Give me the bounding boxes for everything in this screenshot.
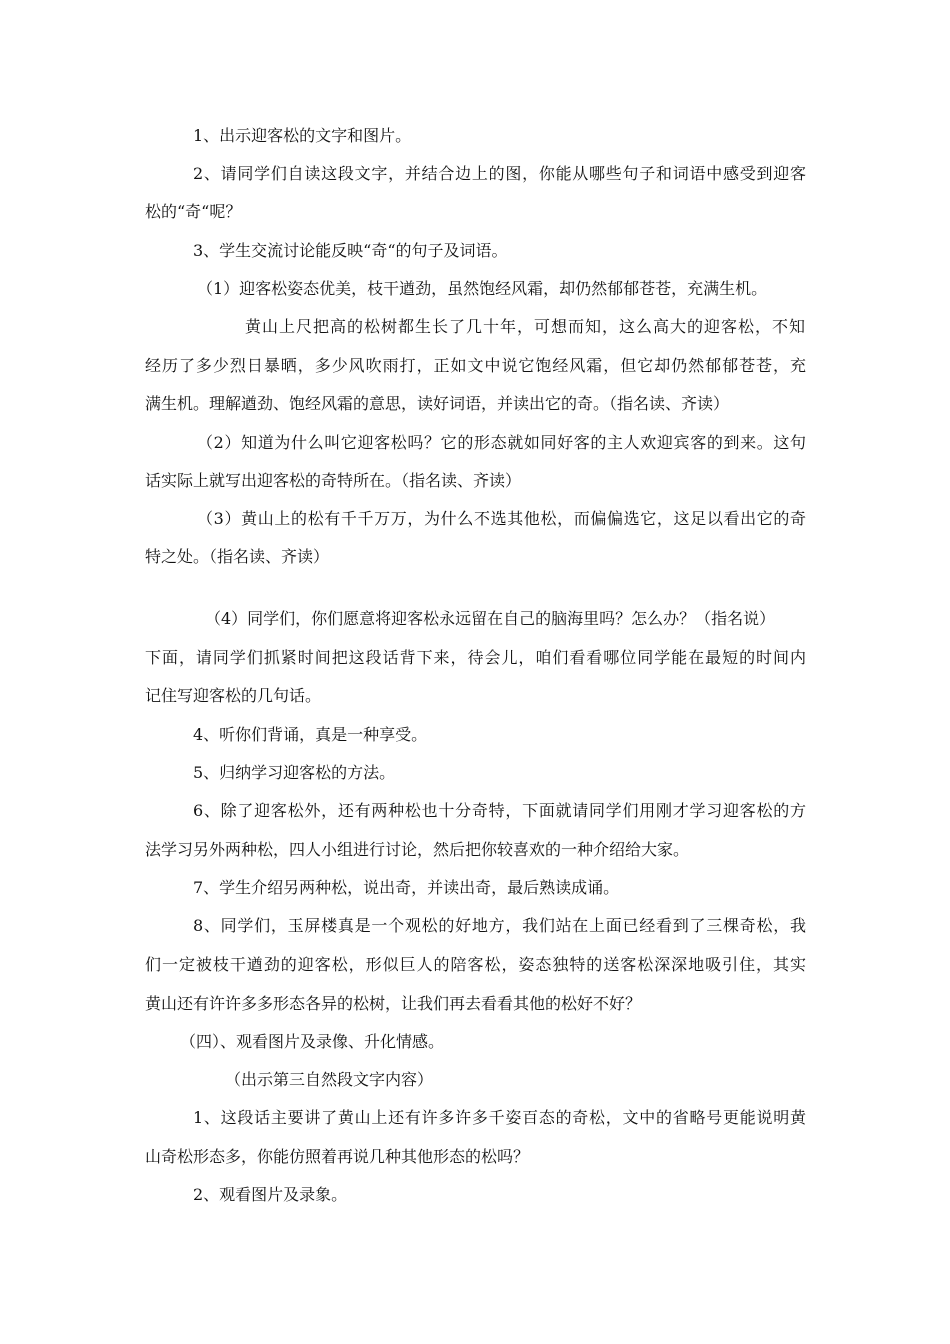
- text-line-13: （4）同学们，你们愿意将迎客松永远留在自己的脑海里吗？怎么办？（指名说）: [205, 609, 776, 628]
- text-line-14: 下面，请同学们抓紧时间把这段话背下来，待会儿，咱们看看哪位同学能在最短的时间内: [145, 648, 806, 667]
- text-line-5: （1）迎客松姿态优美，枝干遒劲，虽然饱经风霜，却仍然郁郁苍苍，充满生机。: [197, 279, 768, 298]
- text-line-16: 4、听你们背诵，真是一种享受。: [193, 725, 428, 744]
- text-line-1: 1、出示迎客松的文字和图片。: [193, 126, 412, 145]
- text-line-26: 1、这段话主要讲了黄山上还有许多许多千姿百态的奇松，文中的省略号更能说明黄: [193, 1108, 806, 1127]
- text-line-9: （2）知道为什么叫它迎客松吗？它的形态就如同好客的主人欢迎宾客的到来。这句: [197, 433, 806, 452]
- text-line-4: 3、学生交流讨论能反映“奇“的句子及词语。: [193, 241, 508, 260]
- text-line-12: 特之处。（指名读、齐读）: [145, 547, 330, 566]
- text-line-27: 山奇松形态多，你能仿照着再说几种其他形态的松吗？: [145, 1147, 530, 1166]
- text-line-17: 5、归纳学习迎客松的方法。: [193, 763, 396, 782]
- text-line-21: 8、同学们，玉屏楼真是一个观松的好地方，我们站在上面已经看到了三棵奇松，我: [193, 916, 806, 935]
- text-line-24: （四）、观看图片及录像、升化情感。: [180, 1032, 445, 1051]
- text-line-19: 法学习另外两种松，四人小组进行讨论，然后把你较喜欢的一种介绍给大家。: [145, 840, 690, 859]
- text-line-15: 记住写迎客松的几句话。: [145, 686, 322, 705]
- text-line-20: 7、学生介绍另两种松，说出奇，并读出奇，最后熟读成诵。: [193, 878, 620, 897]
- text-line-18: 6、除了迎客松外，还有两种松也十分奇特，下面就请同学们用刚才学习迎客松的方: [193, 801, 806, 820]
- text-line-2: 2、请同学们自读这段文字，并结合边上的图，你能从哪些句子和词语中感受到迎客: [193, 164, 806, 183]
- text-line-8: 满生机。理解遒劲、饱经风霜的意思，读好词语，并读出它的奇。（指名读、齐读）: [145, 394, 730, 413]
- text-line-28: 2、观看图片及录象。: [193, 1185, 348, 1204]
- text-line-3: 松的“奇“呢？: [145, 202, 242, 221]
- text-line-25: （出示第三自然段文字内容）: [225, 1070, 434, 1089]
- text-line-22: 们一定被枝干遒劲的迎客松，形似巨人的陪客松，姿态独特的送客松深深地吸引住，其实: [145, 955, 806, 974]
- text-line-10: 话实际上就写出迎客松的奇特所在。（指名读、齐读）: [145, 471, 522, 490]
- text-line-7: 经历了多少烈日暴晒，多少风吹雨打，正如文中说它饱经风霜，但它却仍然郁郁苍苍，充: [145, 356, 806, 375]
- text-line-11: （3）黄山上的松有千千万万，为什么不选其他松，而偏偏选它，这足以看出它的奇: [197, 509, 806, 528]
- text-line-23: 黄山还有许许多多形态各异的松树，让我们再去看看其他的松好不好？: [145, 994, 642, 1013]
- text-line-6: 黄山上尺把高的松树都生长了几十年，可想而知，这么高大的迎客松，不知: [245, 317, 805, 336]
